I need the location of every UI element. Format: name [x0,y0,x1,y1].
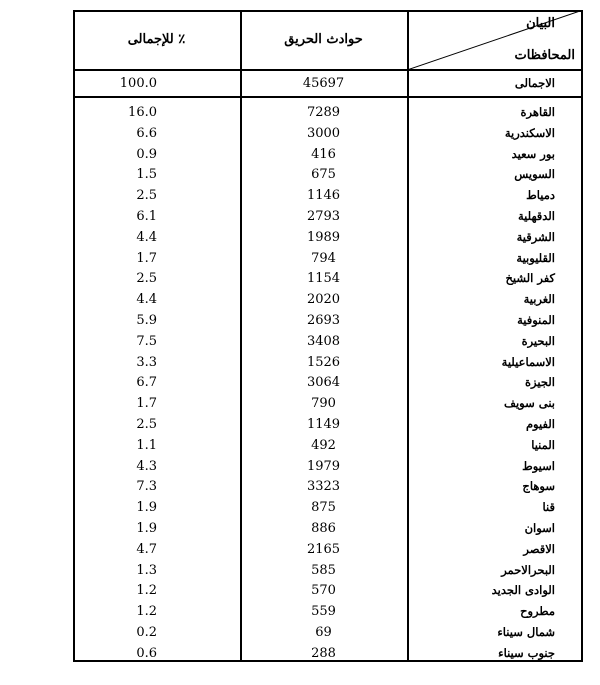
governorate-name: قنا [542,500,555,515]
governorate-name: القاهرة [520,105,555,119]
governorate-fires: 69 [315,625,332,640]
governorate-name: مطروح [520,604,555,619]
governorate-pct: 1.7 [136,396,157,412]
governorate-pct: 4.4 [136,292,157,308]
governorate-name: دمياط [526,188,555,203]
total-label: الاجمالى [514,76,555,90]
governorate-fires: 1526 [306,354,341,370]
governorate-pct: 3.3 [136,354,157,370]
governorate-pct: 1.1 [136,437,157,453]
header-fire-incidents: حوادث الحريق [284,32,363,47]
governorate-fire-table [73,10,583,662]
governorate-name: البحرالاحمر [501,562,555,577]
governorate-pct: 6.7 [136,375,157,391]
governorate-fires: 1149 [306,417,341,432]
governorate-pct: 1.3 [136,562,157,578]
table-row [73,372,583,393]
governorate-pct: 1.9 [136,521,157,536]
table-row [73,456,583,477]
table-row [73,206,583,227]
governorate-name: بنى سويف [504,396,555,411]
governorate-fires: 675 [311,167,336,183]
governorate-name: المنيا [531,437,555,452]
table-row [73,539,583,560]
governorate-fires: 1989 [306,229,341,245]
table-row [73,331,583,352]
governorate-name: الجيزة [525,375,555,390]
governorate-pct: 0.6 [136,645,157,661]
governorate-fires: 585 [311,562,336,578]
governorate-pct: 7.3 [136,479,157,495]
table-row [73,643,583,664]
governorate-fires: 492 [311,437,336,453]
table-row [73,144,583,165]
governorate-pct: 7.5 [136,333,157,349]
governorate-pct: 1.5 [136,167,157,183]
governorate-fires: 416 [311,146,336,162]
governorate-name: الشرقية [516,229,555,244]
governorate-name: اسيوط [522,458,555,473]
governorate-pct: 4.7 [136,541,157,557]
governorate-pct: 6.6 [136,125,157,141]
governorate-fires: 2165 [306,541,341,557]
table-row [73,393,583,414]
governorate-pct: 1.2 [136,583,157,599]
total-fires: 45697 [302,76,345,91]
table-row [73,622,583,643]
governorate-name: الفيوم [525,417,555,431]
governorate-pct: 2.5 [136,417,157,432]
governorate-fires: 7289 [306,105,341,120]
governorate-name: الاسكندرية [504,125,555,140]
table-row [73,185,583,206]
governorate-name: السويس [514,167,555,182]
governorate-fires: 3000 [306,125,341,141]
header-governorates: المحافظات [514,48,575,63]
governorate-name: بور سعيد [511,146,555,161]
governorate-pct: 6.1 [136,209,157,224]
governorate-fires: 1146 [306,188,341,204]
total-pct: 100.0 [119,76,157,91]
table-row [73,414,583,435]
governorate-name: الوادى الجديد [491,583,555,598]
governorate-name: الغربية [523,292,555,307]
governorate-fires: 3408 [306,333,341,349]
governorate-fires: 2020 [306,292,341,308]
governorate-name: الدقهلية [518,209,555,223]
header-bayan: البيان [526,16,555,31]
table-row [73,497,583,518]
governorate-name: البحيرة [521,333,555,348]
governorate-pct: 2.5 [136,271,157,287]
table-row [73,102,583,123]
governorate-pct: 0.9 [136,146,157,162]
governorate-name: الاسماعيلية [501,354,555,369]
table-row [73,164,583,185]
governorate-fires: 1979 [306,458,341,474]
governorate-name: جنوب سيناء [498,645,555,660]
table-row [73,560,583,581]
table-row [73,248,583,269]
governorate-name: سوهاج [522,479,555,494]
governorate-pct: 0.2 [136,625,157,640]
table-row [73,435,583,456]
header-pct-of-total: ٪ للإجمالى [127,32,186,47]
total-row-divider [73,96,583,98]
governorate-fires: 2693 [306,313,341,328]
governorate-fires: 790 [311,396,336,412]
governorate-fires: 2793 [306,209,341,224]
governorate-fires: 559 [311,604,336,620]
table-row [73,476,583,497]
governorate-pct: 4.3 [136,458,157,474]
governorate-fires: 794 [311,250,336,266]
governorate-name: شمال سيناء [497,625,555,639]
table-row [73,352,583,373]
total-row [73,73,583,94]
governorate-name: كفر الشيخ [505,271,555,286]
governorate-fires: 3323 [306,479,341,495]
governorate-fires: 875 [311,500,336,516]
governorate-pct: 4.4 [136,229,157,245]
table-row [73,123,583,144]
governorate-pct: 1.2 [136,604,157,620]
governorate-pct: 5.9 [136,313,157,328]
governorate-name: المنوفية [517,313,555,327]
governorate-pct: 2.5 [136,188,157,204]
table-row [73,268,583,289]
governorate-pct: 1.9 [136,500,157,516]
table-row [73,601,583,622]
governorate-fires: 570 [311,583,336,599]
table-row [73,310,583,331]
table-row [73,580,583,601]
table-row [73,227,583,248]
governorate-fires: 288 [311,645,336,661]
governorate-name: اسوان [524,521,555,535]
governorate-fires: 886 [311,521,336,536]
governorate-fires: 1154 [306,271,341,287]
governorate-fires: 3064 [306,375,341,391]
governorate-pct: 1.7 [136,250,157,266]
table-row [73,289,583,310]
governorate-pct: 16.0 [128,105,157,120]
governorate-name: الاقصر [523,541,555,556]
governorate-name: القليوبية [516,250,555,265]
table-row [73,518,583,539]
